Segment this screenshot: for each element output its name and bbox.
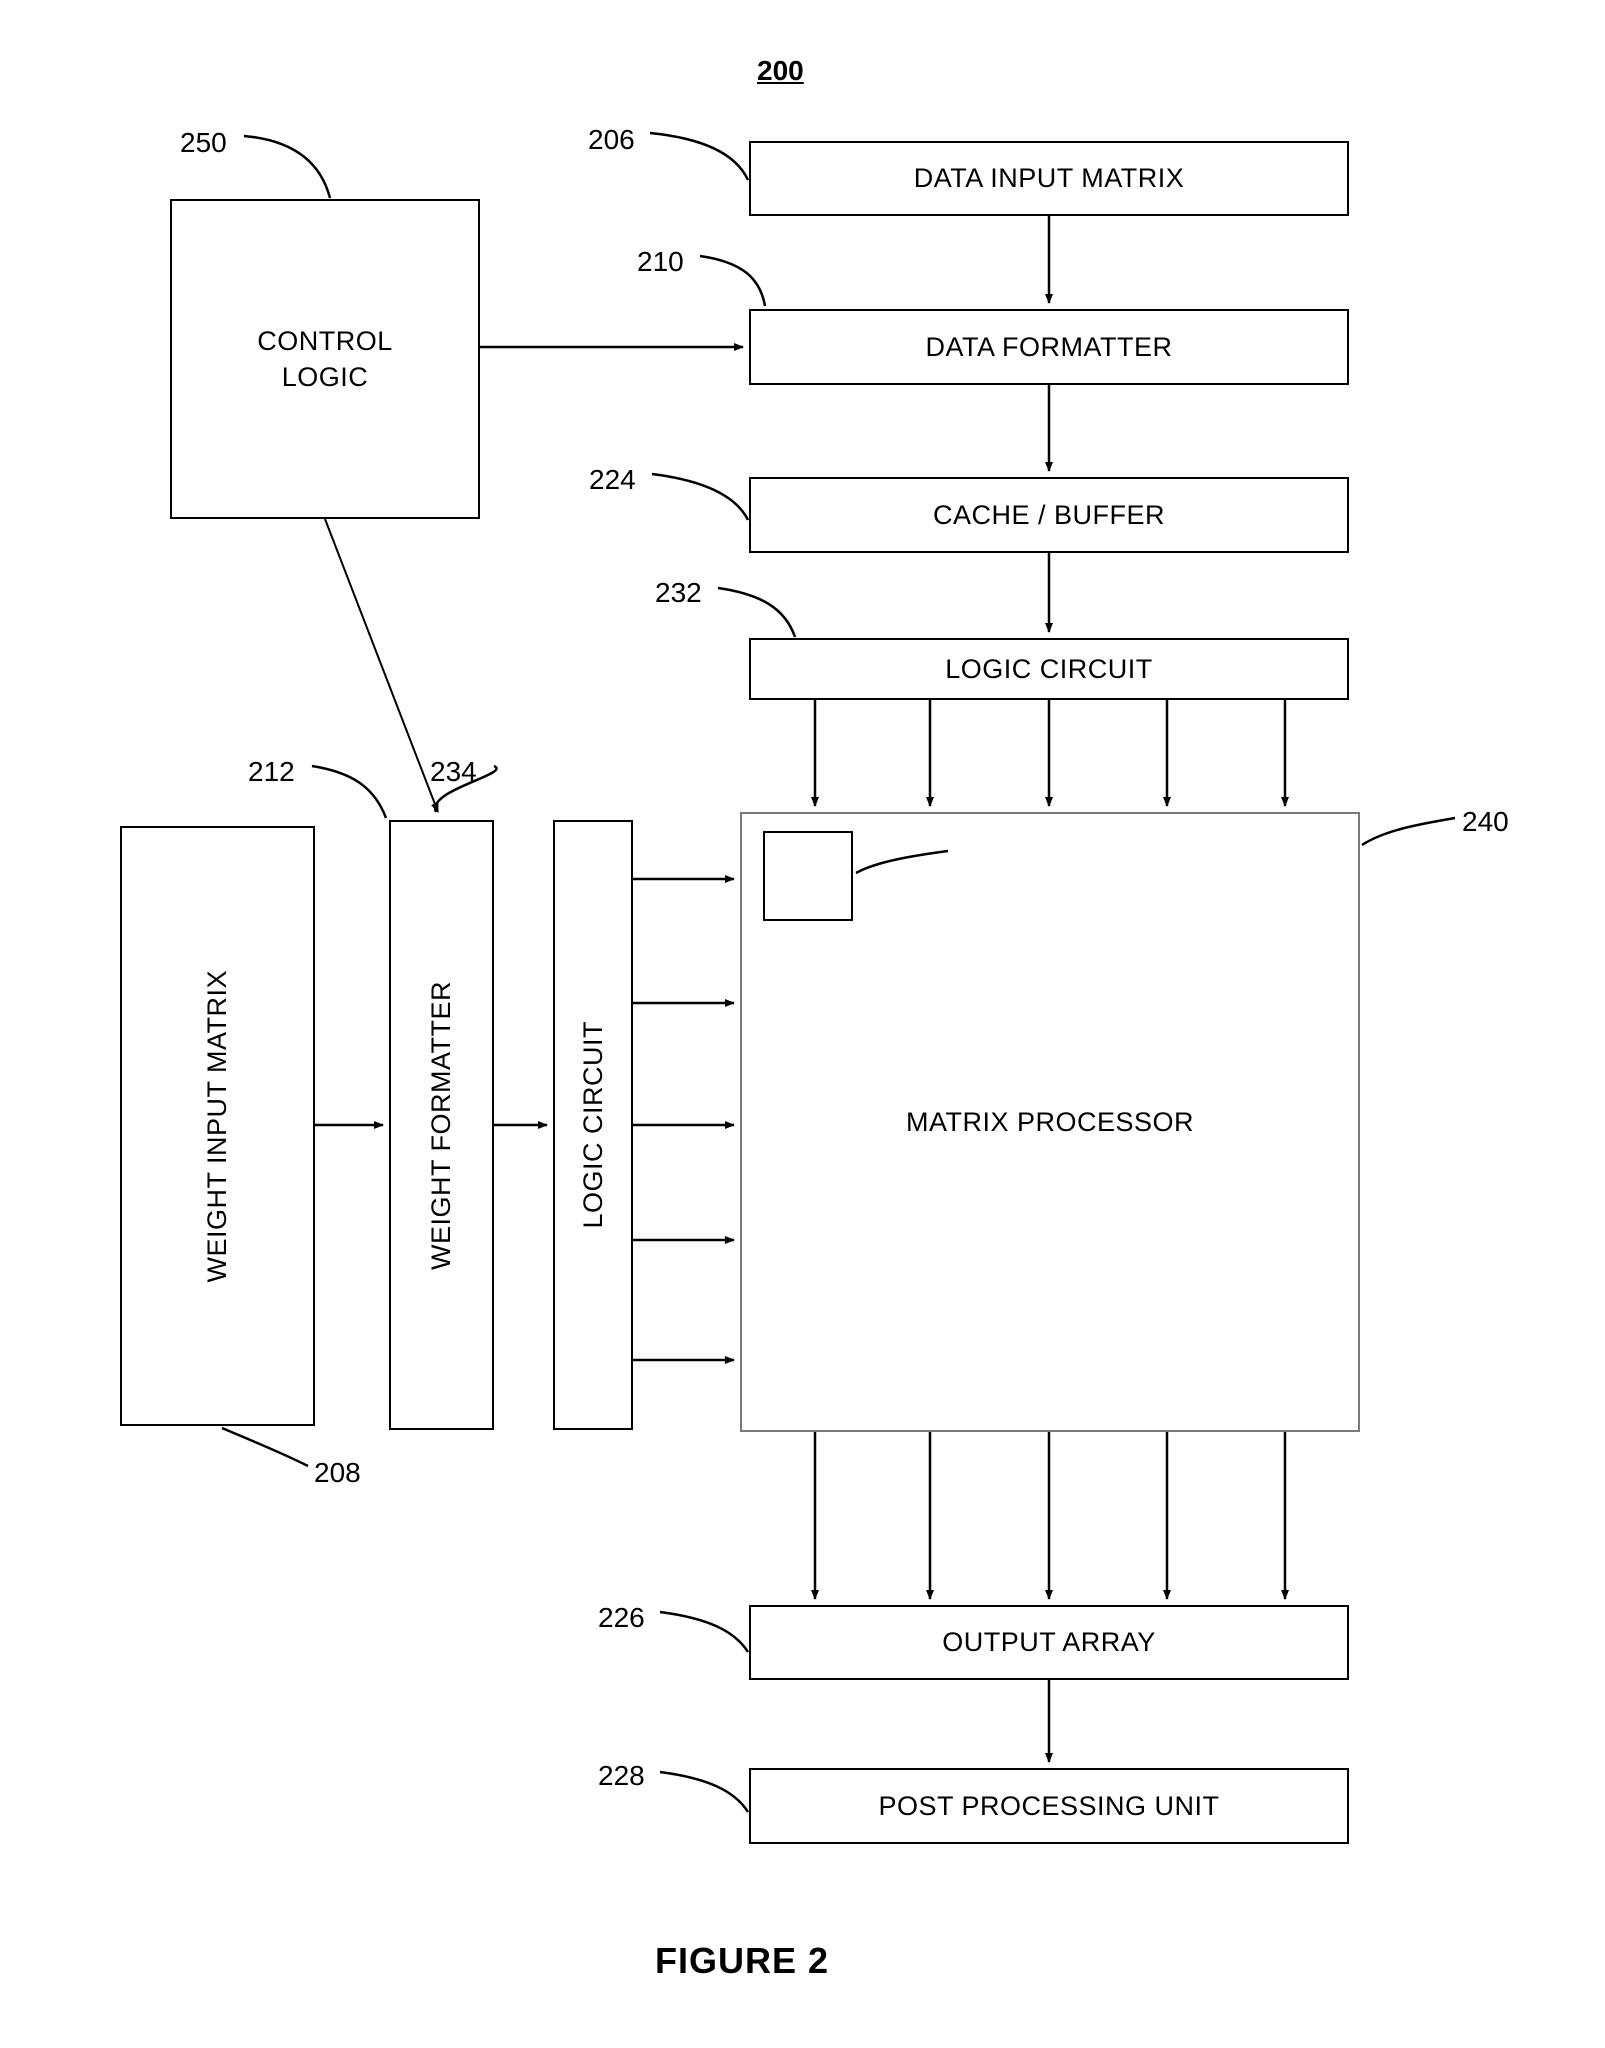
block-processing-cell-242 bbox=[763, 831, 853, 921]
block-data-input-matrix: DATA INPUT MATRIX bbox=[749, 141, 1349, 216]
weight-formatter-label: WEIGHT FORMATTER bbox=[426, 980, 456, 1270]
figure-title: FIGURE 2 bbox=[655, 1940, 830, 1981]
ref-210: 210 bbox=[637, 246, 684, 277]
ref-208: 208 bbox=[314, 1457, 361, 1488]
block-data-formatter: DATA FORMATTER bbox=[749, 309, 1349, 385]
ref-234: 234 bbox=[430, 756, 477, 787]
block-control-logic bbox=[170, 199, 480, 519]
block-logic-circuit-top: LOGIC CIRCUIT bbox=[749, 638, 1349, 700]
ref-250: 250 bbox=[180, 127, 227, 158]
ref-240: 240 bbox=[1462, 806, 1509, 837]
block-cache-buffer: CACHE / BUFFER bbox=[749, 477, 1349, 553]
control-logic-label-line1: CONTROL bbox=[257, 325, 393, 356]
diagram-number-200: 200 bbox=[757, 55, 804, 86]
weight-input-matrix-label: WEIGHT INPUT MATRIX bbox=[202, 969, 232, 1283]
ref-232: 232 bbox=[655, 577, 702, 608]
ref-212: 212 bbox=[248, 756, 295, 787]
ref-224: 224 bbox=[589, 464, 636, 495]
logic-circuit-left-label: LOGIC CIRCUIT bbox=[577, 1021, 608, 1229]
block-logic-circuit-left bbox=[553, 820, 633, 1430]
block-output-array: OUTPUT ARRAY bbox=[749, 1605, 1349, 1680]
block-matrix-processor: MATRIX PROCESSOR bbox=[740, 812, 1360, 1432]
ref-226: 226 bbox=[598, 1602, 645, 1633]
block-weight-input-matrix bbox=[120, 826, 315, 1426]
ref-228: 228 bbox=[598, 1760, 645, 1791]
block-weight-formatter bbox=[389, 820, 494, 1430]
ref-206: 206 bbox=[588, 124, 635, 155]
control-logic-label-line2: LOGIC bbox=[281, 362, 369, 392]
block-post-processing-unit: POST PROCESSING UNIT bbox=[749, 1768, 1349, 1844]
